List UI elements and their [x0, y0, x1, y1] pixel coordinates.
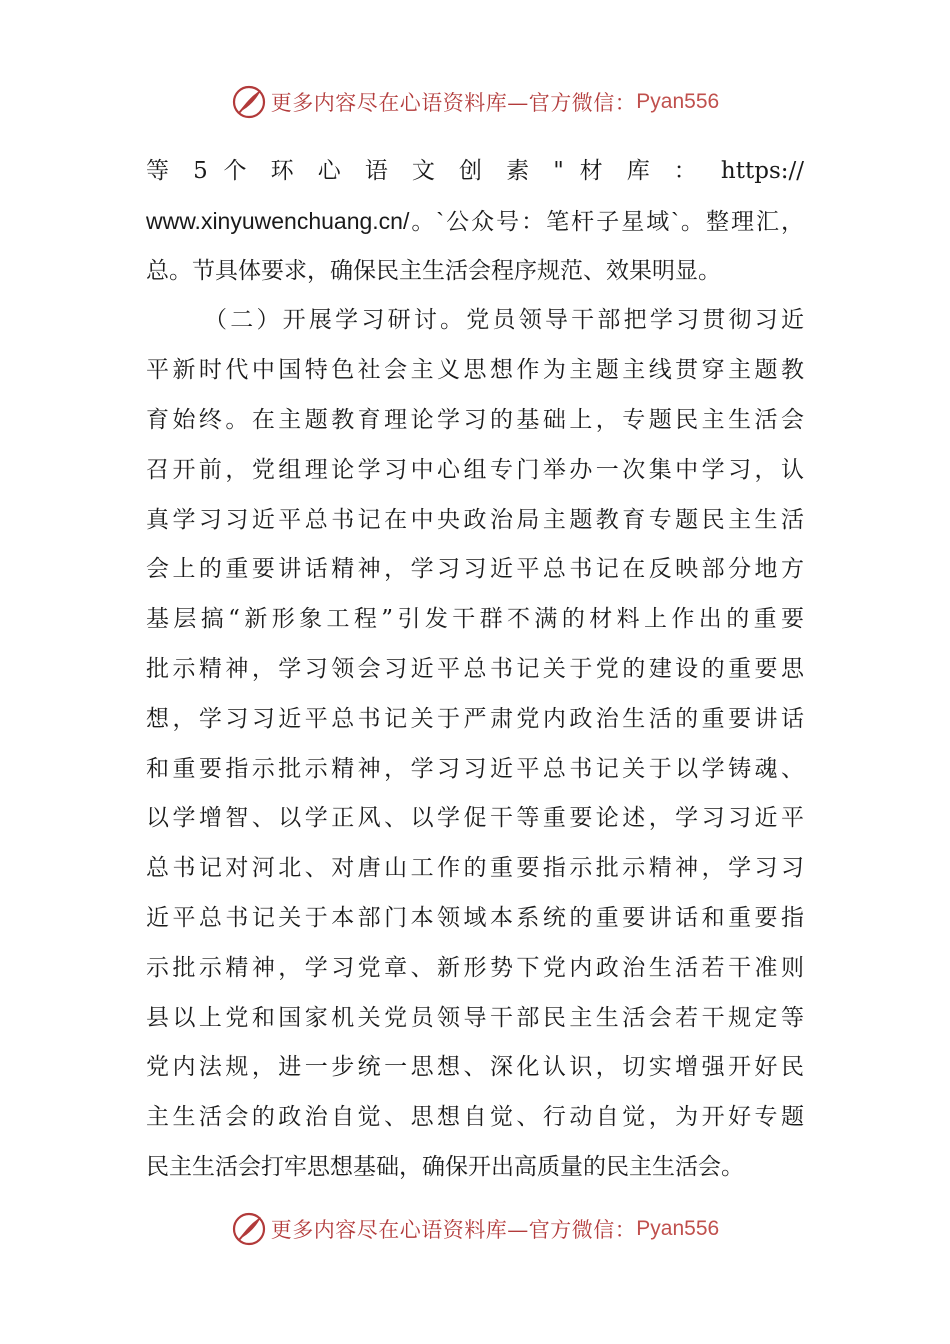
body-line: 召开前，党组理论学习中心组专门举办一次集中学习，认	[146, 456, 804, 483]
watermark-text: 更多内容尽在心语资料库—官方微信：	[270, 1218, 637, 1242]
body-line: 示批示精神，学习党章、新形势下党内政治生活若干准则	[146, 954, 804, 981]
watermark-text: 更多内容尽在心语资料库—官方微信：	[270, 91, 637, 115]
body-line: 总书记对河北、对唐山工作的重要指示批示精神，学习习	[146, 855, 804, 882]
body-line: 基层搞“新形象工程”引发干群不满的材料上作出的重要	[146, 606, 804, 633]
body-line: 以学增智、以学正风、以学促干等重要论述，学习习近平	[146, 805, 804, 832]
body-line: 主生活会的政治自觉、思想自觉、行动自觉，为开好专题	[146, 1104, 804, 1131]
body-line: 真学习习近平总书记在中央政治局主题教育专题民主生活	[146, 506, 804, 533]
body-line: 和重要指示批示精神，学习习近平总书记关于以学铸魂、	[146, 755, 804, 782]
watermark-banner-bottom	[0, 1207, 950, 1251]
body-line: 平新时代中国特色社会主义思想作为主题主线贯穿主题教	[146, 357, 804, 384]
body-line: 育始终。在主题教育理论学习的基础上，专题民主生活会	[146, 406, 804, 433]
paragraph-heading-line: （二）开展学习研讨。党员领导干部把学习贯彻习近	[204, 307, 804, 334]
watermark-handle: Pyan556	[636, 90, 720, 113]
document-body	[146, 147, 804, 1193]
body-line: 等 5 个 环 心 语 文 创 素 " 材 库 ： https://	[146, 158, 804, 184]
body-line: 想，学习习近平总书记关于严肃党内政治生活的重要讲话	[146, 705, 804, 732]
quill-logo-icon	[231, 1211, 267, 1247]
body-line: 批示精神，学习领会习近平总书记关于党的建设的重要思	[146, 655, 804, 682]
quill-logo-icon	[231, 84, 267, 120]
watermark-banner-top	[0, 80, 950, 124]
body-line: 总。节具体要求，确保民主生活会程序规范、效果明显。	[146, 257, 721, 284]
body-line: 县以上党和国家机关党员领导干部民主生活会若干规定等	[146, 1004, 804, 1031]
body-line: 党内法规，进一步统一思想、深化认识，切实增强开好民	[146, 1054, 804, 1081]
body-line: www.xinyuwenchuang.cn/。`公众号：笔杆子星域`。整理汇，	[146, 207, 804, 234]
body-line: 民主生活会打牢思想基础，确保开出高质量的民主生活会。	[146, 1153, 744, 1180]
body-line: 会上的重要讲话精神，学习习近平总书记在反映部分地方	[146, 556, 804, 583]
body-line: 近平总书记关于本部门本领域本系统的重要讲话和重要指	[146, 904, 804, 931]
watermark-handle: Pyan556	[636, 1217, 720, 1240]
